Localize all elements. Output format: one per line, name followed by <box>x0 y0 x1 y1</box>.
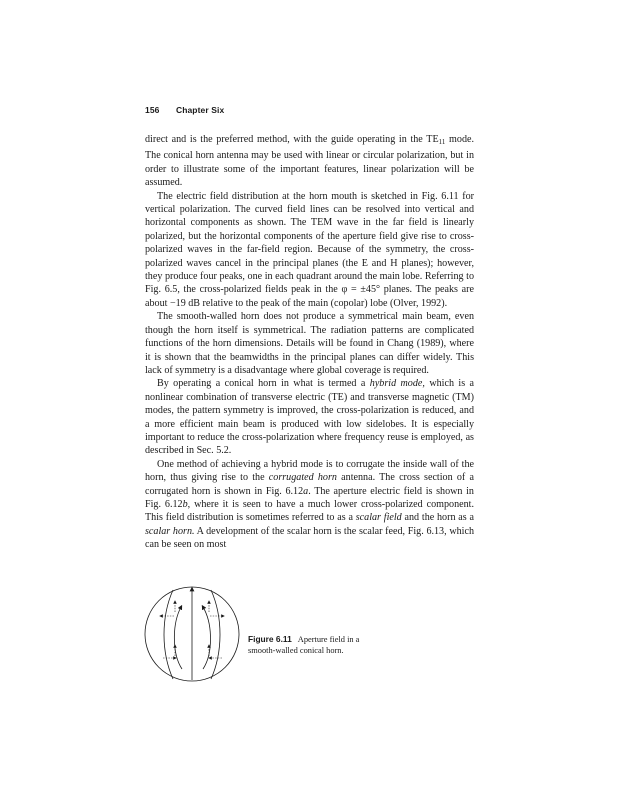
left-inner-field-line <box>174 607 182 669</box>
page-number: 156 <box>145 105 160 115</box>
paragraph-2: The electric field distribution at the horn mouth is sketched in Fig. 6.11 for vertical polarization. The curved field lines can be resolved into vertical and horizontal components as shown. The TEM wave in the far field is linearly polarized, but the horizontal components of the aperture field give rise to cross-polarized waves in the far-field region. Because of the symmetry, the cross-polarized waves cancel in the principal planes (the E and H planes); however, they produce four peaks, one in each quadrant around the main lobe. Referring to Fig. 6.5, the cross-polarized fields peak in the φ = ±45° planes. The peaks are about −19 dB relative to the peak of the main (copolar) lobe (Olver, 1992). <box>145 190 474 309</box>
figure-label: Figure 6.11 <box>248 634 292 644</box>
chapter-title: Chapter Six <box>175 105 225 115</box>
right-outer-field-line <box>211 590 220 679</box>
figure-caption-text: Aperture field in a smooth-walled conical horn. <box>248 635 360 655</box>
paragraph-4: By operating a conical horn in what is termed a hybrid mode, which is a nonlinear combination of transverse electric (TE) and transverse magnetic (TM) modes, the pattern symmetry is improved, the cross-polarization is reduced, and a more efficient main beam is produced with low sidelobes. It is especially important to reduce the cross-polarization where frequency reuse is employed, as described in Sec. 5.2. <box>145 378 475 457</box>
running-header <box>145 105 224 115</box>
paragraph-1: direct and is the preferred method, with the guide operating in the $TE_{11}$ mode. The conical horn antenna may be used with linear or circular polarization, but in order to illustrate some of the important features, linear polarization will be assumed. <box>145 134 474 189</box>
paragraph-5: One method of achieving a hybrid mode is to corrugate the inside wall of the horn, thus giving rise to the corrugated horn antenna. The cross section of a corrugated horn is shown in Fig. 6.12a. The aperture electric field is shown in Fig. 6.12b, where it is seen to have a much lower cross-polarized component. This field distribution is sometimes referred to as a scalar field and the horn as a scalar horn. A development of the scalar horn is the scalar feed, Fig. 6.13, which can be seen on most <box>145 458 474 551</box>
left-outer-field-line <box>164 590 173 679</box>
right-inner-field-line <box>203 607 211 669</box>
aperture-field-diagram <box>143 582 241 686</box>
figure-caption <box>248 634 368 656</box>
paragraph-3: The smooth-walled horn does not produce a symmetrical main beam, even though the horn itself is symmetrical. The radiation patterns are complicated functions of the horn dimensions. Details will be found in Chang (1989), where it is shown that the beamwidths in the principal planes can differ widely. This lack of symmetry is a disadvantage where global coverage is required. <box>145 311 474 376</box>
body-text <box>145 133 474 552</box>
